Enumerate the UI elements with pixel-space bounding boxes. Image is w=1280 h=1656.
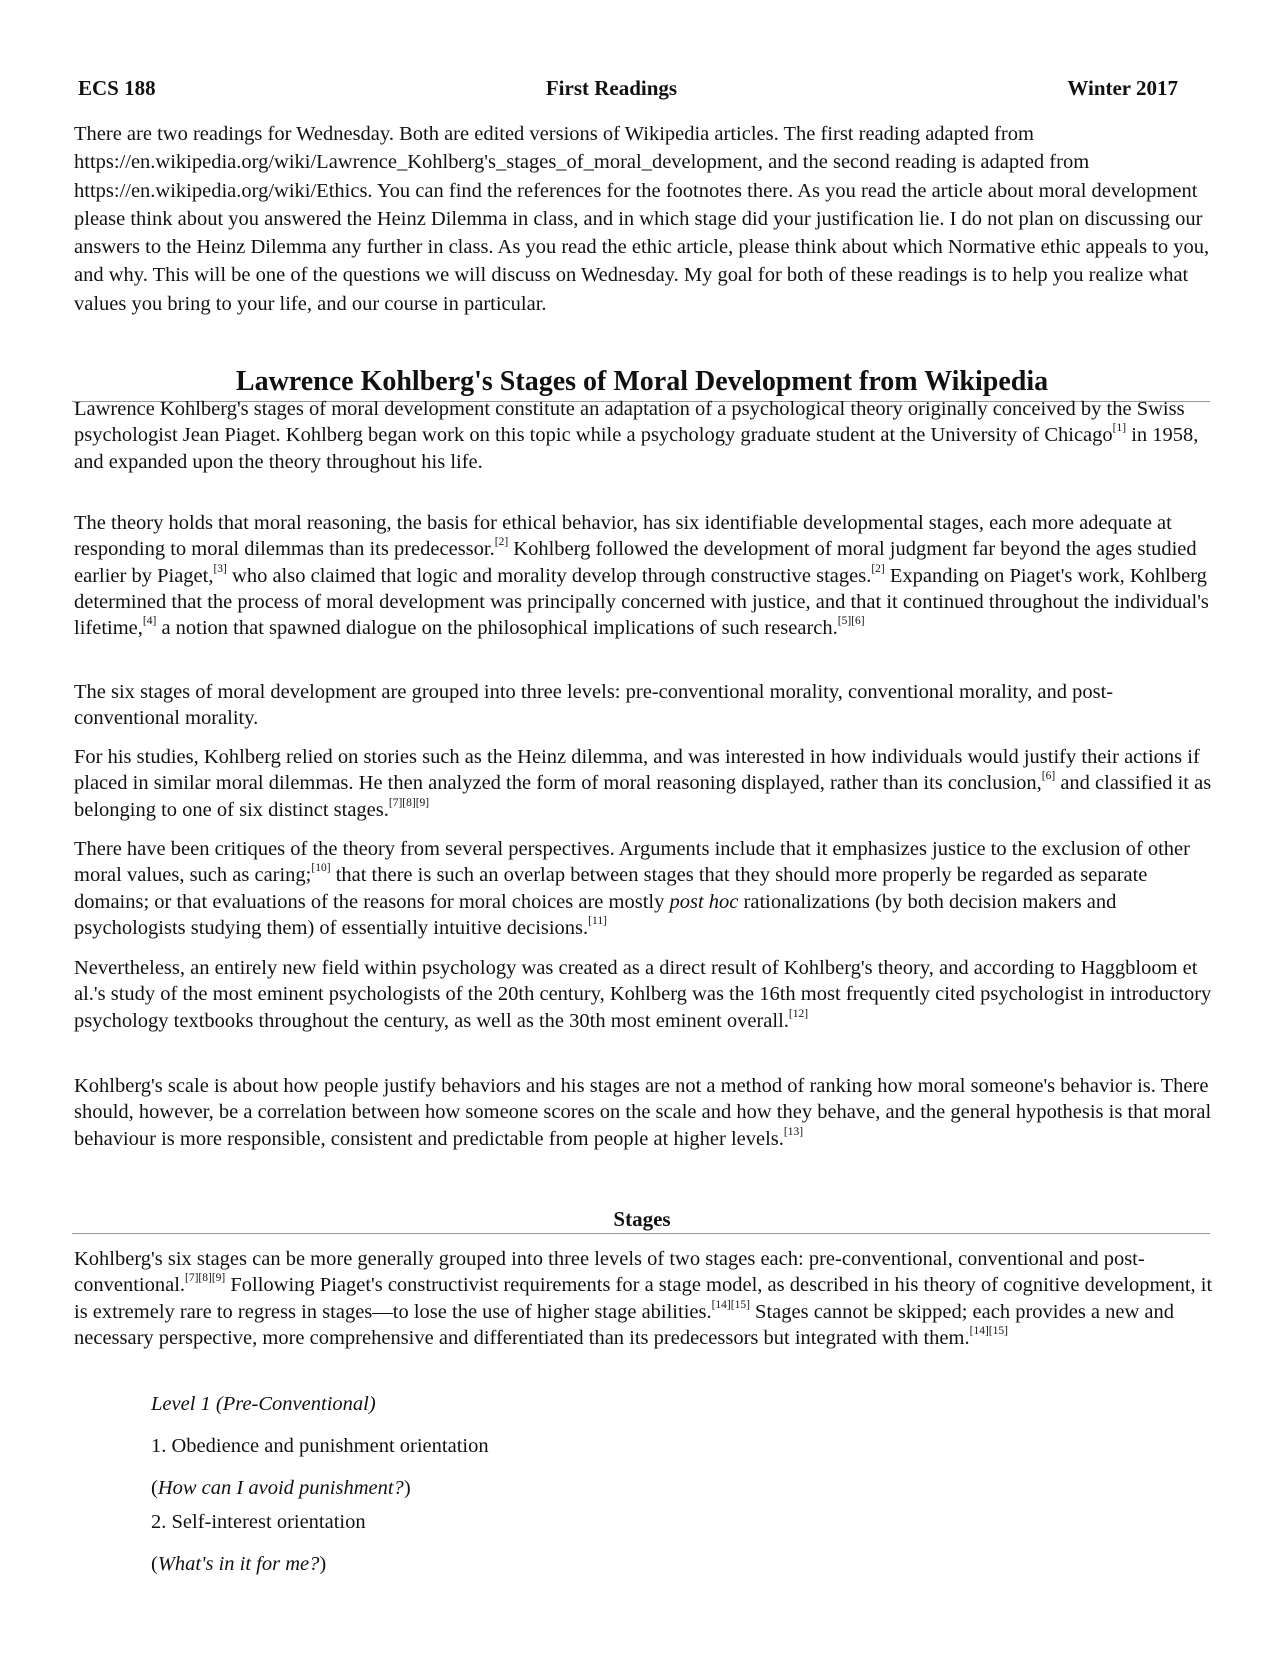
footnote-ref: [3] xyxy=(213,562,227,575)
stage-2-item: 2. Self-interest orientation xyxy=(151,1511,366,1533)
article-paragraph-7: Kohlberg's scale is about how people justify behaviors and his stages are not a method of ranking how moral someone's behavior is. There should, however, be a correlation between how someone scores on the scale and how they behave, and the general hypothesis is that moral behaviour is more responsible, consistent and predictable from people at higher levels.[13] xyxy=(74,1075,1212,1150)
level-1-heading: Level 1 (Pre-Conventional) xyxy=(151,1393,376,1415)
stages-heading: Stages xyxy=(613,1207,671,1231)
article-paragraph-2: The theory holds that moral reasoning, the basis for ethical behavior, has six identifiable developmental stages, each more adequate at responding to moral dilemmas than its predecessor.[2] Kohlberg followed the development of moral judgment far beyond the ages studied earlier by Piaget,[3] who also claimed that logic and morality develop through constructive stages.[2] Expanding on Piaget's work, Kohlberg determined that the process of moral development was principally concerned with justice, and that it continued throughout the individual's lifetime,[4] a notion that spawned dialogue on the philosophical implications of such research.[5][6] xyxy=(74,512,1209,640)
page-header xyxy=(78,74,1178,102)
article-paragraph-3: The six stages of moral development are grouped into three levels: pre-conventional morality, conventional morality, and post-conventional morality. xyxy=(74,681,1114,730)
stages-paragraph: Kohlberg's six stages can be more generally grouped into three levels of two stages each: pre-conventional, conventional and post-conventional.[7][8][9] Following Piaget's constructivist requirements for a stage model, as described in his theory of cognitive development, it is extremely rare to regress in stages—to lose the use of higher stage abilities.[14][15] Stages cannot be skipped; each provides a new and necessary perspective, more comprehensive and differentiated than its predecessors but integrated with them.[14][15] xyxy=(74,1248,1213,1349)
footnote-ref: [7][8][9] xyxy=(388,796,430,809)
term-label: Winter 2017 xyxy=(1067,76,1178,100)
footnote-ref: [7][8][9] xyxy=(185,1272,226,1285)
stages-divider xyxy=(72,1233,1210,1234)
intro-paragraph: There are two readings for Wednesday. Both are edited versions of Wikipedia articles. The first reading adapted from https://en.wikipedia.org/wiki/Lawrence_Kohlberg's_stages_of_moral_development, and the second reading is adapted from https://en.wikipedia.org/wiki/Ethics. You can find the references for the footnotes there. As you read the article about moral development please think about you answered the Heinz Dilemma in class, and in which stage did your justification lie. I do not plan on discussing our answers to the Heinz Dilemma any further in class. As you read the ethic article, please think about which Normative ethic appeals to you, and why. This will be one of the questions we will discuss on Wednesday. My goal for both of these readings is to help you realize what values you bring to your life, and our course in particular. xyxy=(74,123,1210,315)
article-paragraph-6: Nevertheless, an entirely new field within psychology was created as a direct result of Kohlberg's theory, and according to Haggbloom et al.'s study of the most eminent psychologists of the 20th century, Kohlberg was the 16th most frequently cited psychologist in introductory psychology textbooks throughout the century, as well as the 30th most eminent overall.[12] xyxy=(74,957,1212,1032)
footnote-ref: [14][15] xyxy=(711,1298,750,1311)
footnote-ref: [5][6] xyxy=(837,615,865,628)
italic-term: post hoc xyxy=(669,890,739,913)
footnote-ref: [2] xyxy=(494,536,509,549)
stage-1-question: (How can I avoid punishment?) xyxy=(151,1477,411,1499)
course-code: ECS 188 xyxy=(78,76,156,100)
article-title: Lawrence Kohlberg's Stages of Moral Development from Wikipedia xyxy=(235,366,1049,397)
document-title: First Readings xyxy=(545,76,678,100)
footnote-ref: [4] xyxy=(142,615,157,628)
stage-2-question: (What's in it for me?) xyxy=(151,1553,327,1575)
footnote-ref: [1] xyxy=(1112,422,1127,435)
footnote-ref: [10] xyxy=(311,862,331,875)
footnote-ref: [12] xyxy=(788,1007,809,1020)
article-paragraph-4: For his studies, Kohlberg relied on stories such as the Heinz dilemma, and was interested in how individuals would justify their actions if placed in similar moral dilemmas. He then analyzed the form of moral reasoning displayed, rather than its conclusion,[6] and classified it as belonging to one of six distinct stages.[7][8][9] xyxy=(74,746,1212,821)
footnote-ref: [2] xyxy=(871,562,885,575)
footnote-ref: [13] xyxy=(783,1125,804,1138)
footnote-ref: [6] xyxy=(1041,770,1056,783)
footnote-ref: [11] xyxy=(588,915,607,928)
footnote-ref: [14][15] xyxy=(969,1325,1008,1338)
article-paragraph-5: There have been critiques of the theory from several perspectives. Arguments include that it emphasizes justice to the exclusion of other moral values, such as caring;[10] that there is such an overlap between stages that they should more properly be regarded as separate domains; or that evaluations of the reasons for moral choices are mostly post hoc rationalizations (by both decision makers and psychologists studying them) of essentially intuitive decisions.[11] xyxy=(74,838,1190,939)
article-paragraph-1: Lawrence Kohlberg's stages of moral development constitute an adaptation of a psychological theory originally conceived by the Swiss psychologist Jean Piaget. Kohlberg began work on this topic while a psychology graduate student at the University of Chicago[1] in 1958, and expanded upon the theory throughout his life. xyxy=(74,398,1199,473)
stage-1-item: 1. Obedience and punishment orientation xyxy=(151,1435,489,1457)
